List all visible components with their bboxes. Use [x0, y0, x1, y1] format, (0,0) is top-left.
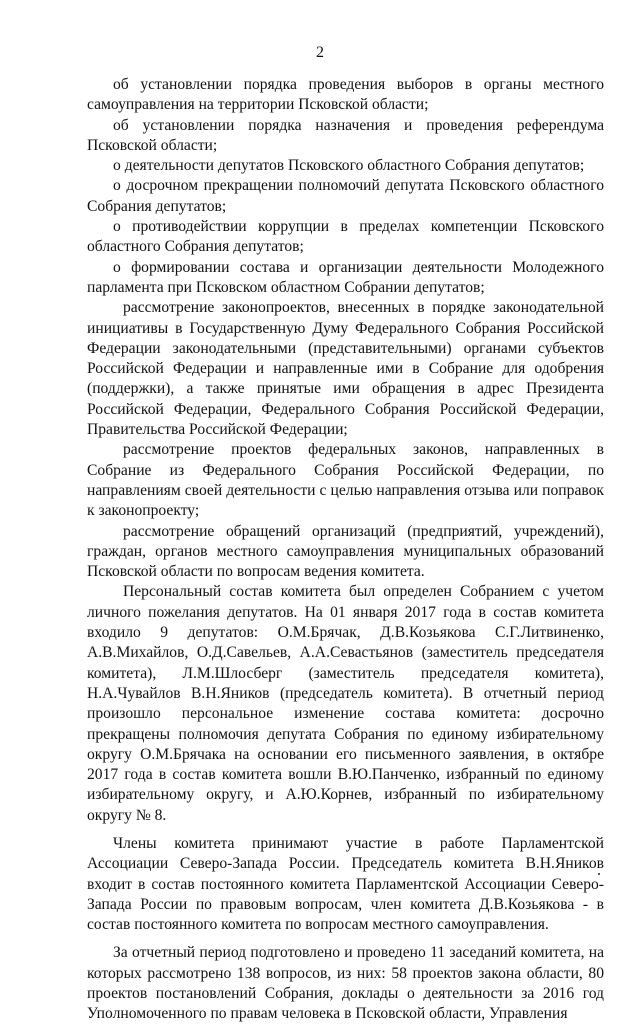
document-body [87, 75, 604, 1025]
paragraph: За отчетный период подготовлено и проведено 11 заседаний комитета, на которых рассмотрено 138 вопросов, из них: 58 проектов закона области, 80 проектов постановлений Собрания, доклады о деятельности за 2016 год Уполномоченного по правам человека в Псковской области, Управления [87, 944, 604, 1023]
paragraph: о формировании состава и организации деятельности Молодежного парламента при Псковском областном Собрании депутатов; [87, 258, 604, 296]
paragraph: об установлении порядка назначения и проведения референдума Псковской области; [87, 116, 604, 154]
paragraph: Члены комитета принимают участие в работе Парламентской Ассоциации Северо-Запада России. Председатель комитета В.Н.Яников входит в состав постоянного комитета Парламентской Ассоциации Северо-Запада России по правовым вопросам, член комитета Д.В.Козьякова - в состав постоянного комитета по вопросам местного самоуправления. [87, 834, 604, 934]
scan-speck [598, 873, 600, 875]
paragraph: рассмотрение обращений организаций (предприятий, учреждений), граждан, органов местного самоуправления муниципальных образований Псковской области по вопросам ведения комитета. [87, 522, 604, 581]
paragraph: рассмотрение проектов федеральных законов, направленных в Собрание из Федерального Собрания Российской Федерации, по направлениям своей деятельности с целью направления отзыва или поправок к законопроекту; [87, 441, 604, 520]
paragraph: об установлении порядка проведения выборов в органы местного самоуправления на территории Псковской области; [87, 76, 604, 114]
paragraph: о деятельности депутатов Псковского областного Собрания депутатов; [113, 157, 585, 175]
page-number: 2 [316, 44, 324, 61]
paragraph: о противодействии коррупции в пределах компетенции Псковского областного Собрания депутатов; [87, 218, 604, 256]
paragraph: рассмотрение законопроектов, внесенных в порядке законодательной инициативы в Государственную Думу Федерального Собрания Российской Федерации законодательными (представительными) органами субъектов Российской Федерации и направленные ими в Собрание для одобрения (поддержки), а также принятые ими обращения в адрес Президента Российской Федерации, Федерального Собрания Российской Федерации, Правительства Российской Федерации; [87, 299, 604, 439]
paragraph: Персональный состав комитета был определен Собранием с учетом личного пожелания депутатов. На 01 января 2017 года в состав комитета входило 9 депутатов: О.М.Брячак, Д.В.Козьякова С.Г.Литвиненко, А.В.Михайлов, О.Д.Савельев, А.А.Севастьянов (заместитель председателя комитета), Л.М.Шлосберг (заместитель председателя комитета), Н.А.Чувайлов В.Н.Яников (председатель комитета). В отчетный период произошло персональное изменение состава комитета: досрочно прекращены полномочия депутата Собрания по единому избирательному округу О.М.Брячака на основании его письменного заявления, в октябре 2017 года в состав комитета вошли В.Ю.Панченко, избранный по единому избирательному округу, и А.Ю.Корнев, избранный по избирательному округу № 8. [87, 583, 604, 824]
paragraph: о досрочном прекращении полномочий депутата Псковского областного Собрания депутатов; [87, 177, 604, 215]
